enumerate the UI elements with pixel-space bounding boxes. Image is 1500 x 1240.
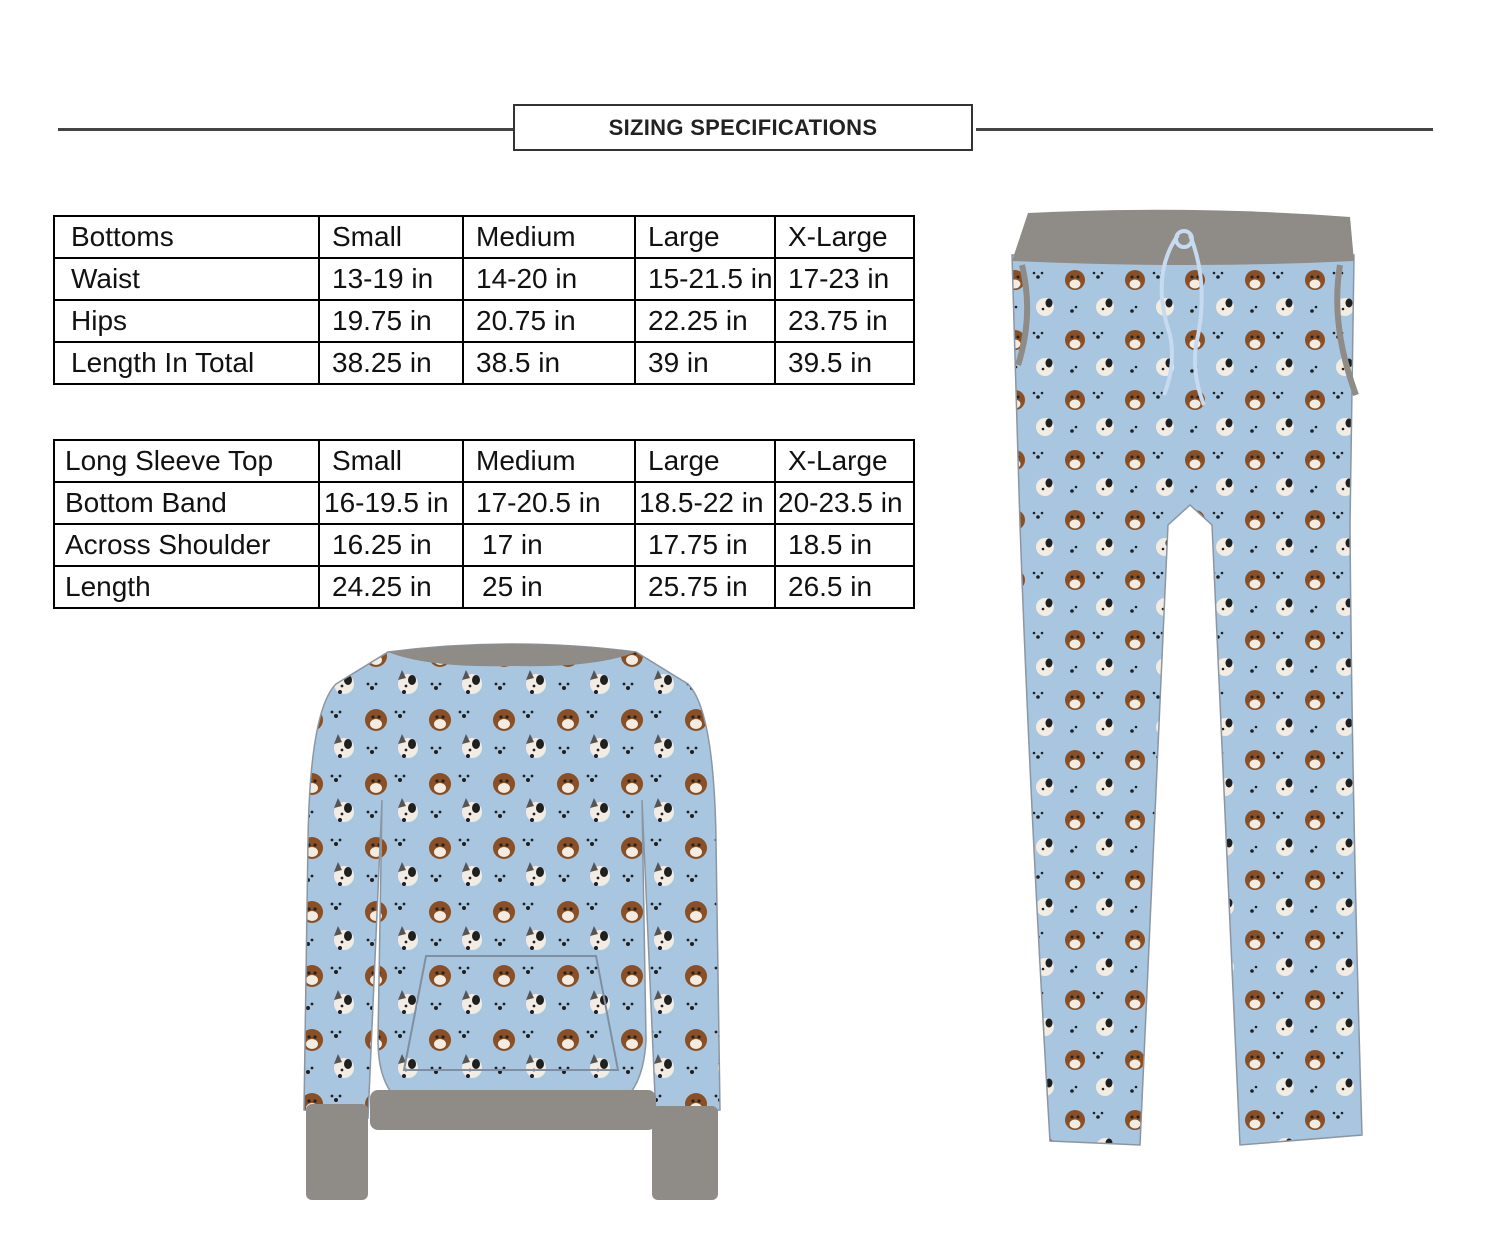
long-sleeve-top-photo xyxy=(296,640,728,1200)
table-cell: 22.25 in xyxy=(635,300,775,342)
table-row xyxy=(54,524,914,566)
table-header-cell: Large xyxy=(635,216,775,258)
table-cell: 23.75 in xyxy=(775,300,914,342)
pants-photo xyxy=(1000,205,1380,1175)
table-header-cell: X-Large xyxy=(775,440,914,482)
row-label: Across Shoulder xyxy=(54,524,319,566)
table-cell: 24.25 in xyxy=(319,566,463,608)
table-header-cell: Medium xyxy=(463,440,635,482)
table-cell: 17.75 in xyxy=(635,524,775,566)
table-cell: 13-19 in xyxy=(319,258,463,300)
table-row xyxy=(54,482,914,524)
table-cell: 16-19.5 in xyxy=(319,482,463,524)
table-row xyxy=(54,300,914,342)
table-cell: 20.75 in xyxy=(463,300,635,342)
table-header-cell: X-Large xyxy=(775,216,914,258)
table-cell: 17-20.5 in xyxy=(463,482,635,524)
table-header-cell: Long Sleeve Top xyxy=(54,440,319,482)
bottoms-size-table xyxy=(53,215,915,385)
row-label: Length xyxy=(54,566,319,608)
table-cell: 20-23.5 in xyxy=(775,482,914,524)
table-cell: 39.5 in xyxy=(775,342,914,384)
table-header-cell: Small xyxy=(319,440,463,482)
table-cell: 26.5 in xyxy=(775,566,914,608)
table-header-row xyxy=(54,216,914,258)
table-header-cell: Large xyxy=(635,440,775,482)
table-cell: 17-23 in xyxy=(775,258,914,300)
table-header-cell: Medium xyxy=(463,216,635,258)
table-header-row xyxy=(54,440,914,482)
header-rule-right xyxy=(976,128,1433,131)
table-cell: 38.5 in xyxy=(463,342,635,384)
table-cell: 38.25 in xyxy=(319,342,463,384)
table-cell: 39 in xyxy=(635,342,775,384)
header-rule-left xyxy=(58,128,514,131)
page-title: SIZING SPECIFICATIONS xyxy=(513,104,973,151)
table-row xyxy=(54,566,914,608)
table-cell: 25 in xyxy=(463,566,635,608)
table-cell: 18.5-22 in xyxy=(635,482,775,524)
row-label: Length In Total xyxy=(54,342,319,384)
table-header-cell: Small xyxy=(319,216,463,258)
table-row xyxy=(54,342,914,384)
table-header-cell: Bottoms xyxy=(54,216,319,258)
table-cell: 14-20 in xyxy=(463,258,635,300)
top-size-table xyxy=(53,439,915,609)
row-label: Hips xyxy=(54,300,319,342)
row-label: Waist xyxy=(54,258,319,300)
table-cell: 19.75 in xyxy=(319,300,463,342)
table-cell: 18.5 in xyxy=(775,524,914,566)
table-cell: 16.25 in xyxy=(319,524,463,566)
table-row xyxy=(54,258,914,300)
row-label: Bottom Band xyxy=(54,482,319,524)
table-cell: 17 in xyxy=(463,524,635,566)
table-cell: 15-21.5 in xyxy=(635,258,775,300)
table-cell: 25.75 in xyxy=(635,566,775,608)
